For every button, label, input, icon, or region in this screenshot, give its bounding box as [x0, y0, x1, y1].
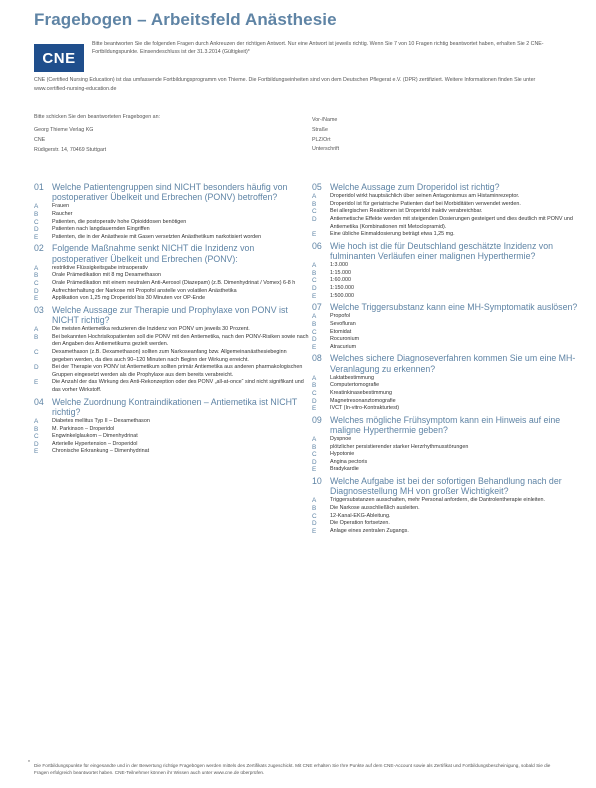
question-number: 04 — [34, 396, 44, 407]
option-text: Computertomografie — [330, 382, 380, 389]
option-text: Angina pectoris — [330, 458, 368, 465]
question-text: Wie hoch ist die für Deutschland geschätzte Inzidenz von fulminanten Verläufen einer malignen Hyperthermie? — [330, 240, 553, 261]
question-heading — [34, 182, 309, 202]
option-text: restriktive Flüssigkeitsgabe intraoperativ — [52, 264, 148, 271]
option-text: Atracurium — [330, 343, 357, 350]
answer-option[interactable] — [312, 293, 582, 301]
option-text: Magnetresonanztomografie — [330, 397, 396, 404]
option-letter: B — [34, 425, 39, 433]
option-text: Patienten nach langdauernden Eingriffen — [52, 226, 150, 233]
option-text: 1:60.000 — [330, 277, 351, 284]
option-letter: D — [312, 215, 317, 223]
option-text: Orale Prämedikation mit 8 mg Dexamethason — [52, 272, 162, 279]
option-letter: B — [312, 269, 317, 277]
option-letter: A — [312, 313, 317, 321]
question-10 — [312, 476, 582, 535]
option-text: Arterielle Hypertension – Droperidol — [52, 440, 138, 447]
answer-option[interactable] — [34, 234, 309, 242]
question-number: 09 — [312, 414, 322, 425]
option-text: 1:150.000 — [330, 284, 354, 291]
option-letter: D — [312, 284, 317, 292]
answer-option[interactable] — [312, 459, 582, 467]
question-text: Welches sichere Diagnoseverfahren kommen Sie um eine MH-Veranlagung zu erkennen? — [330, 353, 576, 374]
answer-option[interactable] — [34, 326, 309, 334]
answer-option[interactable] — [34, 334, 309, 349]
option-text: Die Operation fortsetzen. — [330, 520, 390, 527]
option-letter: E — [34, 448, 39, 456]
option-letter: A — [312, 436, 317, 444]
question-number: 07 — [312, 302, 322, 313]
option-letter: D — [34, 440, 39, 448]
option-text: Kreatinkinasebestimmung — [330, 389, 393, 396]
answer-option[interactable] — [312, 321, 582, 329]
question-heading — [312, 353, 582, 373]
question-07 — [312, 302, 582, 351]
option-letter: A — [312, 374, 317, 382]
option-letter: C — [312, 277, 317, 285]
option-letter: B — [312, 320, 317, 328]
answer-option[interactable] — [312, 336, 582, 344]
question-09 — [312, 415, 582, 474]
option-text: Frauen — [52, 203, 70, 210]
question-number: 10 — [312, 476, 322, 487]
option-text: Droperidol ist für geriatrische Patienten darf bei Morbiditäten verwendet werden. — [330, 200, 521, 207]
answer-option[interactable] — [34, 265, 309, 273]
option-text: Sevofluran — [330, 320, 356, 327]
answer-option[interactable] — [312, 398, 582, 406]
question-text: Welche Aufgabe ist bei der sofortigen Behandlung nach der Diagnosestellung MH von großer Wichtigkeit? — [330, 476, 562, 497]
option-letter: D — [312, 336, 317, 344]
option-text: Anlage eines zentralen Zugangs. — [330, 527, 409, 534]
option-letter: C — [312, 208, 317, 216]
option-text: Applikation von 1,25 mg Droperidol bis 30 Minuten vor OP-Ende — [52, 295, 206, 302]
option-text: Raucher — [52, 211, 73, 217]
answer-option[interactable] — [34, 448, 309, 456]
option-text: 1:500.000 — [330, 292, 354, 299]
option-letter: D — [312, 397, 317, 405]
option-letter: D — [312, 520, 317, 528]
sender-line: Rüdigerstr. 14, 70469 Stuttgart — [34, 146, 107, 153]
answer-option[interactable] — [312, 520, 582, 528]
option-letter: E — [312, 405, 317, 413]
answer-option[interactable] — [34, 280, 309, 288]
city-field[interactable]: PLZ/Ort — [312, 136, 331, 143]
answer-option[interactable] — [312, 451, 582, 459]
question-heading — [312, 182, 582, 192]
option-letter: C — [34, 279, 39, 287]
option-text: Diabetes mellitus Typ II – Dexamethason — [52, 417, 150, 424]
answer-option[interactable] — [34, 349, 309, 364]
option-letter: E — [312, 292, 317, 300]
answer-option[interactable] — [312, 436, 582, 444]
answer-option[interactable] — [312, 444, 582, 452]
option-letter: C — [34, 348, 39, 356]
option-letter: B — [34, 211, 39, 218]
option-text: Eine übliche Einmaldosierung beträgt etwa 1,25 mg. — [330, 231, 455, 238]
option-letter: B — [34, 272, 39, 280]
option-text: Bei der Therapie von PONV ist Antiemetikum sollten primär Antiemetika aus anderen pharmakologischen Gruppen eingesetzt werden als die Prophylaxe aus dem bereits verabreicht. — [52, 364, 303, 378]
question-number: 08 — [312, 353, 322, 364]
question-heading — [312, 302, 582, 312]
option-text: Hypotonie — [330, 451, 355, 458]
option-letter: A — [34, 264, 39, 272]
option-letter: D — [34, 364, 39, 372]
option-text: Engwinkelglaukom – Dimenhydrinat — [52, 433, 138, 440]
answer-option[interactable] — [34, 295, 309, 303]
option-letter: A — [34, 203, 39, 211]
answer-option[interactable] — [312, 390, 582, 398]
option-text: Bei bekannten Hochrisikopatienten soll die PONV mit den Antiemetika, nach den PONV-Risiken sowie nach den Angaben des Antiemetikums gezielt werden. — [52, 333, 309, 348]
question-text: Welches mögliche Frühsymptom kann ein Hinweis auf eine maligne Hyperthermie geben? — [330, 414, 561, 435]
answer-option[interactable] — [34, 211, 309, 219]
option-letter: B — [34, 333, 39, 341]
question-text: Folgende Maßnahme senkt NICHT die Inzidenz von postoperativer Übelkeit und Erbrechen (PONV): — [52, 243, 255, 264]
answer-option[interactable] — [312, 262, 582, 270]
option-text: Dexamethason (z.B. Dexamethason) sollten zum Narkoseanfang bzw. Allgemeinanästhesiebeginn gegeben werden, da dies auch 90–120 Minuten nach Beginn der Wirkung erreicht. — [52, 348, 287, 363]
option-text: Orale Prämedikation mit einem neutralen Anti-Aerosol (Diazepam) (z.B. Dimenhydrinat / Vomex) 6-8 h — [52, 279, 296, 286]
option-letter: C — [312, 328, 317, 336]
question-text: Welche Zuordnung Kontraindikationen – Antiemetika ist NICHT richtig? — [52, 396, 298, 417]
option-text: Bei allergischen Reaktionen ist Droperidol inaktiv verabreichbar. — [330, 208, 483, 215]
option-text: 1:15.000 — [330, 269, 351, 276]
answer-option[interactable] — [34, 441, 309, 449]
option-letter: E — [312, 527, 317, 535]
option-text: 1:3.000 — [330, 262, 348, 269]
option-letter: C — [34, 433, 39, 441]
option-text: Rocuronium — [330, 336, 360, 343]
name-field[interactable]: Vor-/Name — [312, 117, 338, 123]
option-text: Laktatbestimmung — [330, 374, 375, 381]
answer-option[interactable] — [312, 375, 582, 383]
option-text: Bradykardie — [330, 466, 359, 473]
option-text: 12-Kanal-EKG-Ableitung. — [330, 512, 391, 519]
question-number: 03 — [34, 304, 44, 315]
option-letter: E — [34, 295, 39, 303]
answer-option[interactable] — [312, 466, 582, 474]
question-03 — [34, 305, 309, 395]
option-text: Die meisten Antiemetika reduzieren die Inzidenz von PONV um jeweils 30 Prozent. — [52, 326, 250, 333]
answer-option[interactable] — [312, 505, 582, 513]
answer-option[interactable] — [34, 364, 309, 379]
option-letter: A — [34, 417, 39, 425]
answer-option[interactable] — [34, 379, 309, 394]
option-text: Die Narkose ausschließlich ausleiten. — [330, 505, 420, 512]
question-heading — [34, 243, 309, 263]
question-number: 05 — [312, 182, 322, 192]
option-letter: E — [34, 233, 39, 241]
question-01 — [34, 182, 309, 241]
question-number: 02 — [34, 243, 44, 254]
option-text: IVCT (In-vitro-Kontrakturtest) — [330, 405, 400, 412]
answer-option[interactable] — [312, 497, 582, 505]
question-02 — [34, 243, 309, 302]
option-letter: E — [312, 231, 317, 239]
question-04 — [34, 397, 309, 456]
option-letter: B — [312, 200, 317, 208]
answer-option[interactable] — [312, 513, 582, 521]
option-letter: E — [312, 466, 317, 474]
questions-left-column — [34, 182, 309, 458]
answer-option[interactable] — [312, 201, 582, 209]
question-text: Welche Triggersubstanz kann eine MH-Symptomatik auslösen? — [330, 302, 578, 313]
option-letter: A — [312, 497, 317, 505]
option-letter: B — [312, 505, 317, 513]
answer-option[interactable] — [312, 216, 582, 231]
option-text: Patienten, die postoperativ hohe Opioiddosen benötigen — [52, 218, 187, 225]
option-text: Etomidat — [330, 328, 352, 335]
option-text: Propofol — [330, 313, 351, 320]
answer-option[interactable] — [312, 208, 582, 216]
question-06 — [312, 241, 582, 300]
question-text: Welche Patientengruppen sind NICHT besonders häufig von postoperativer Übelkeit und Erbrechen (PONV) betroffen? — [52, 182, 288, 203]
participant-fields — [312, 116, 339, 155]
option-letter: A — [312, 193, 317, 201]
sender-line: Georg Thieme Verlag KG — [34, 127, 94, 133]
answer-option[interactable] — [312, 382, 582, 390]
answer-option[interactable] — [312, 277, 582, 285]
answer-option[interactable] — [312, 528, 582, 536]
street-field[interactable]: Straße — [312, 126, 328, 133]
question-heading — [312, 476, 582, 496]
option-letter: B — [312, 443, 317, 451]
cne-logo: CNE — [34, 44, 84, 72]
option-letter: C — [312, 451, 317, 459]
answer-option[interactable] — [34, 418, 309, 426]
page-title: Fragebogen – Arbeitsfeld Anästhesie — [34, 10, 337, 29]
answer-option[interactable] — [312, 231, 582, 239]
option-text: Antiemetische Effekte werden mit steigenden Dosierungen gesteigert und dies deutlich mit PONV und Antiemetika (Kombinationen mit Metoclopramid). — [330, 215, 573, 230]
question-heading — [312, 415, 582, 435]
answer-option[interactable] — [34, 433, 309, 441]
answer-option[interactable] — [312, 329, 582, 337]
question-08 — [312, 353, 582, 412]
answer-option[interactable] — [34, 272, 309, 280]
option-letter: A — [34, 326, 39, 334]
answer-option[interactable] — [312, 285, 582, 293]
question-text: Welche Aussage zum Droperidol ist richtig? — [330, 182, 500, 192]
option-letter: D — [34, 226, 39, 234]
question-05 — [312, 182, 582, 239]
footnote: Die Fortbildungspunkte für eingesandte und in der Bewertung richtige Fragebögen werden mittels des Zertifikats zugeschickt. Mit CNE erhalten Sie Ihre Punkte auf dem CNE-Account sowie als Zertifikat und Fortbildungsbescheinigung, sobald Sie die Fragen erfolgreich beantwortet haben. CNE-Teilnehmer können ihr Wissen auch unter www.cne.de überprüfen. — [34, 763, 551, 775]
answer-option[interactable] — [34, 219, 309, 227]
option-text: Aufrechterhaltung der Narkose mit Propofol anstelle von volatilen Anästhetika — [52, 287, 237, 294]
option-letter: D — [34, 287, 39, 295]
question-number: 01 — [34, 182, 44, 192]
sender-address — [34, 126, 106, 155]
question-heading — [312, 241, 582, 261]
answer-option[interactable] — [34, 426, 309, 434]
question-heading — [34, 397, 309, 417]
sender-line: CNE — [34, 136, 46, 143]
answer-option[interactable] — [312, 193, 582, 201]
footnote-mark: * — [28, 760, 30, 766]
option-text: plötzlicher persistierender starker Herzrhythmusstörungen — [330, 443, 469, 450]
option-text: Chronische Erkrankung – Dimenhydrinat — [52, 448, 150, 455]
option-letter: E — [312, 343, 317, 351]
intro-text: Bitte beantworten Sie die folgenden Fragen durch Ankreuzen der richtigen Antwort. Nur eine Antwort ist jeweils richtig. Wenn Sie 7 von 10 Fragen richtig beantwortet haben, erhalten Sie 2 CNE-Fortbildungspunkte. Einsendeschluss ist der 31.3.2014 (Gültigkeit)* — [92, 41, 544, 56]
signature-field[interactable]: Unterschrift — [312, 146, 340, 153]
question-heading — [34, 305, 309, 325]
answer-option[interactable] — [34, 288, 309, 296]
questions-right-column — [312, 182, 582, 537]
intro-text-2: CNE (Certified Nursing Education) ist das umfassende Fortbildungsprogramm von Thieme. Die Fortbildungseinheiten sind von dem Deutschen Pflegerat e.V. (DPR) zertifiziert. Weitere Informationen finden Sie unter www.certified-nursing-education.de — [34, 77, 536, 92]
question-number: 06 — [312, 240, 322, 251]
answer-option[interactable] — [34, 203, 309, 211]
option-text: Triggersubstanzen ausschalten, mehr Personal anfordern, die Dantrolentherapie einleiten. — [330, 497, 545, 504]
option-letter: B — [312, 382, 317, 390]
option-letter: C — [34, 218, 39, 226]
option-text: M. Parkinson – Droperidol — [52, 425, 115, 432]
answer-option[interactable] — [312, 405, 582, 413]
option-text: Droperidol wirkt hauptsächlich über seinen Antagonismus am Histaminrezeptor. — [330, 193, 520, 200]
option-letter: D — [312, 458, 317, 466]
answer-option[interactable] — [34, 226, 309, 234]
option-letter: E — [34, 379, 39, 387]
question-text: Welche Aussage zur Therapie und Prophylaxe von PONV ist NICHT richtig? — [52, 304, 288, 325]
answer-option[interactable] — [312, 313, 582, 321]
option-letter: C — [312, 512, 317, 520]
option-text: Patienten, die in der Anästhesie mit Gasen versetzten Anästhetikum narkotisiert worden — [52, 233, 262, 240]
option-text: Die Anzahl der das Wirkung des Anti-Rekonzeption oder des PONV „all-at-once“ sind nicht signifikant und das vorher Wirkstoff. — [52, 379, 304, 393]
option-letter: C — [312, 389, 317, 397]
answer-option[interactable] — [312, 270, 582, 278]
option-text: Dyspnoe — [330, 436, 352, 443]
option-letter: A — [312, 262, 317, 270]
sender-heading: Bitte schicken Sie den beantworteten Fragebogen an: — [34, 114, 161, 120]
answer-option[interactable] — [312, 344, 582, 352]
